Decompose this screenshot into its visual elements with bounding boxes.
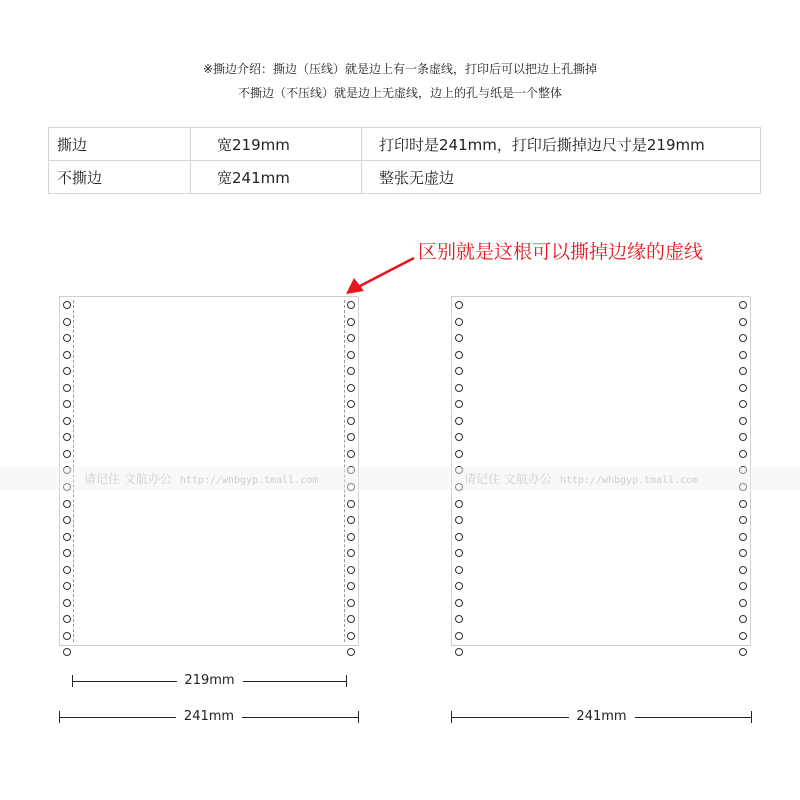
watermark-url: http://whbgyp.tmall.com [559,475,699,486]
watermark-right [464,467,698,493]
spec-table [48,127,761,194]
sprocket-hole-icon [455,599,463,607]
sprocket-hole-icon [739,632,747,640]
table-cell: 撕边 [49,128,191,161]
dimension-241mm-left [59,709,359,725]
sprocket-hole-icon [739,367,747,375]
sprocket-hole-icon [739,566,747,574]
sprocket-hole-icon [739,516,747,524]
sprocket-hole-icon [347,648,355,656]
sprocket-hole-icon [347,582,355,590]
sprocket-hole-icon [347,500,355,508]
sprocket-hole-icon [347,318,355,326]
sprocket-hole-icon [739,384,747,392]
sprocket-hole-icon [347,599,355,607]
dimension-label: 219mm [176,673,242,689]
dimension-219mm [72,673,347,689]
sprocket-hole-icon [455,367,463,375]
sprocket-hole-icon [455,632,463,640]
sprocket-hole-icon [347,301,355,309]
sprocket-hole-icon [63,632,71,640]
sprocket-hole-icon [739,599,747,607]
sprocket-hole-icon [347,417,355,425]
sprocket-hole-icon [63,334,71,342]
intro-line-1: ※撕边介绍：撕边（压线）就是边上有一条虚线，打印后可以把边上孔撕掉 [202,62,598,76]
watermark-text: 请记住 文航办公 [464,472,552,486]
sprocket-hole-icon [63,648,71,656]
sprocket-hole-icon [739,318,747,326]
sprocket-hole-icon [63,433,71,441]
sprocket-hole-icon [455,648,463,656]
watermark-band [0,467,800,491]
sprocket-hole-icon [347,450,355,458]
sprocket-hole-icon [347,351,355,359]
sprocket-hole-icon [63,599,71,607]
sprocket-hole-icon [347,400,355,408]
sprocket-hole-icon [739,615,747,623]
sprocket-hole-icon [63,351,71,359]
sprocket-hole-icon [455,582,463,590]
sprocket-hole-icon [347,516,355,524]
sprocket-hole-icon [739,533,747,541]
sprocket-hole-icon [739,301,747,309]
sprocket-hole-icon [455,417,463,425]
sprocket-hole-icon [63,384,71,392]
callout-text: 区别就是这根可以撕掉边缘的虚线 [418,241,704,263]
sprocket-hole-icon [455,351,463,359]
table-row [49,161,761,194]
sprocket-hole-icon [455,566,463,574]
dimension-label: 241mm [568,709,634,725]
sprocket-hole-icon [63,367,71,375]
sprocket-hole-icon [739,500,747,508]
watermark-text: 请记住 文航办公 [84,472,172,486]
sprocket-hole-icon [455,615,463,623]
sprocket-hole-icon [347,549,355,557]
sprocket-hole-icon [347,632,355,640]
sprocket-hole-icon [455,334,463,342]
sprocket-hole-icon [63,301,71,309]
sprocket-hole-icon [455,301,463,309]
table-cell: 不撕边 [49,161,191,194]
sprocket-hole-icon [455,433,463,441]
sprocket-hole-icon [63,549,71,557]
sprocket-hole-icon [63,500,71,508]
sprocket-hole-icon [739,400,747,408]
sprocket-hole-icon [455,500,463,508]
sprocket-hole-icon [347,334,355,342]
watermark-left [84,467,318,493]
sprocket-hole-icon [739,648,747,656]
sprocket-hole-icon [63,582,71,590]
sprocket-hole-icon [739,582,747,590]
sprocket-hole-icon [63,400,71,408]
sprocket-hole-icon [63,516,71,524]
sprocket-hole-icon [739,433,747,441]
sprocket-hole-icon [455,549,463,557]
sprocket-hole-icon [455,318,463,326]
sprocket-hole-icon [63,615,71,623]
sprocket-hole-icon [455,400,463,408]
sprocket-hole-icon [347,367,355,375]
sprocket-hole-icon [63,533,71,541]
sprocket-hole-icon [455,384,463,392]
table-cell: 宽241mm [191,161,362,194]
intro-line-2: 不撕边（不压线）就是边上无虚线，边上的孔与纸是一个整体 [237,86,562,100]
sprocket-hole-icon [63,450,71,458]
sprocket-hole-icon [739,334,747,342]
sprocket-hole-icon [347,384,355,392]
sprocket-hole-icon [347,433,355,441]
sprocket-hole-icon [739,417,747,425]
sprocket-hole-icon [455,533,463,541]
sprocket-hole-icon [63,318,71,326]
sprocket-hole-icon [347,566,355,574]
sprocket-hole-icon [739,450,747,458]
table-cell: 打印时是241mm，打印后撕掉边尺寸是219mm [362,128,761,161]
sprocket-hole-icon [63,417,71,425]
sprocket-hole-icon [739,351,747,359]
sprocket-hole-icon [347,533,355,541]
dimension-241mm-right [451,709,752,725]
sprocket-hole-icon [739,549,747,557]
table-cell: 整张无虚边 [362,161,761,194]
sprocket-hole-icon [455,516,463,524]
dimension-label: 241mm [176,709,242,725]
callout-arrow-icon [340,250,420,300]
sprocket-hole-icon [347,615,355,623]
sprocket-hole-icon [455,450,463,458]
watermark-url: http://whbgyp.tmall.com [179,475,319,486]
sprocket-hole-icon [63,566,71,574]
table-cell: 宽219mm [191,128,362,161]
table-row [49,128,761,161]
